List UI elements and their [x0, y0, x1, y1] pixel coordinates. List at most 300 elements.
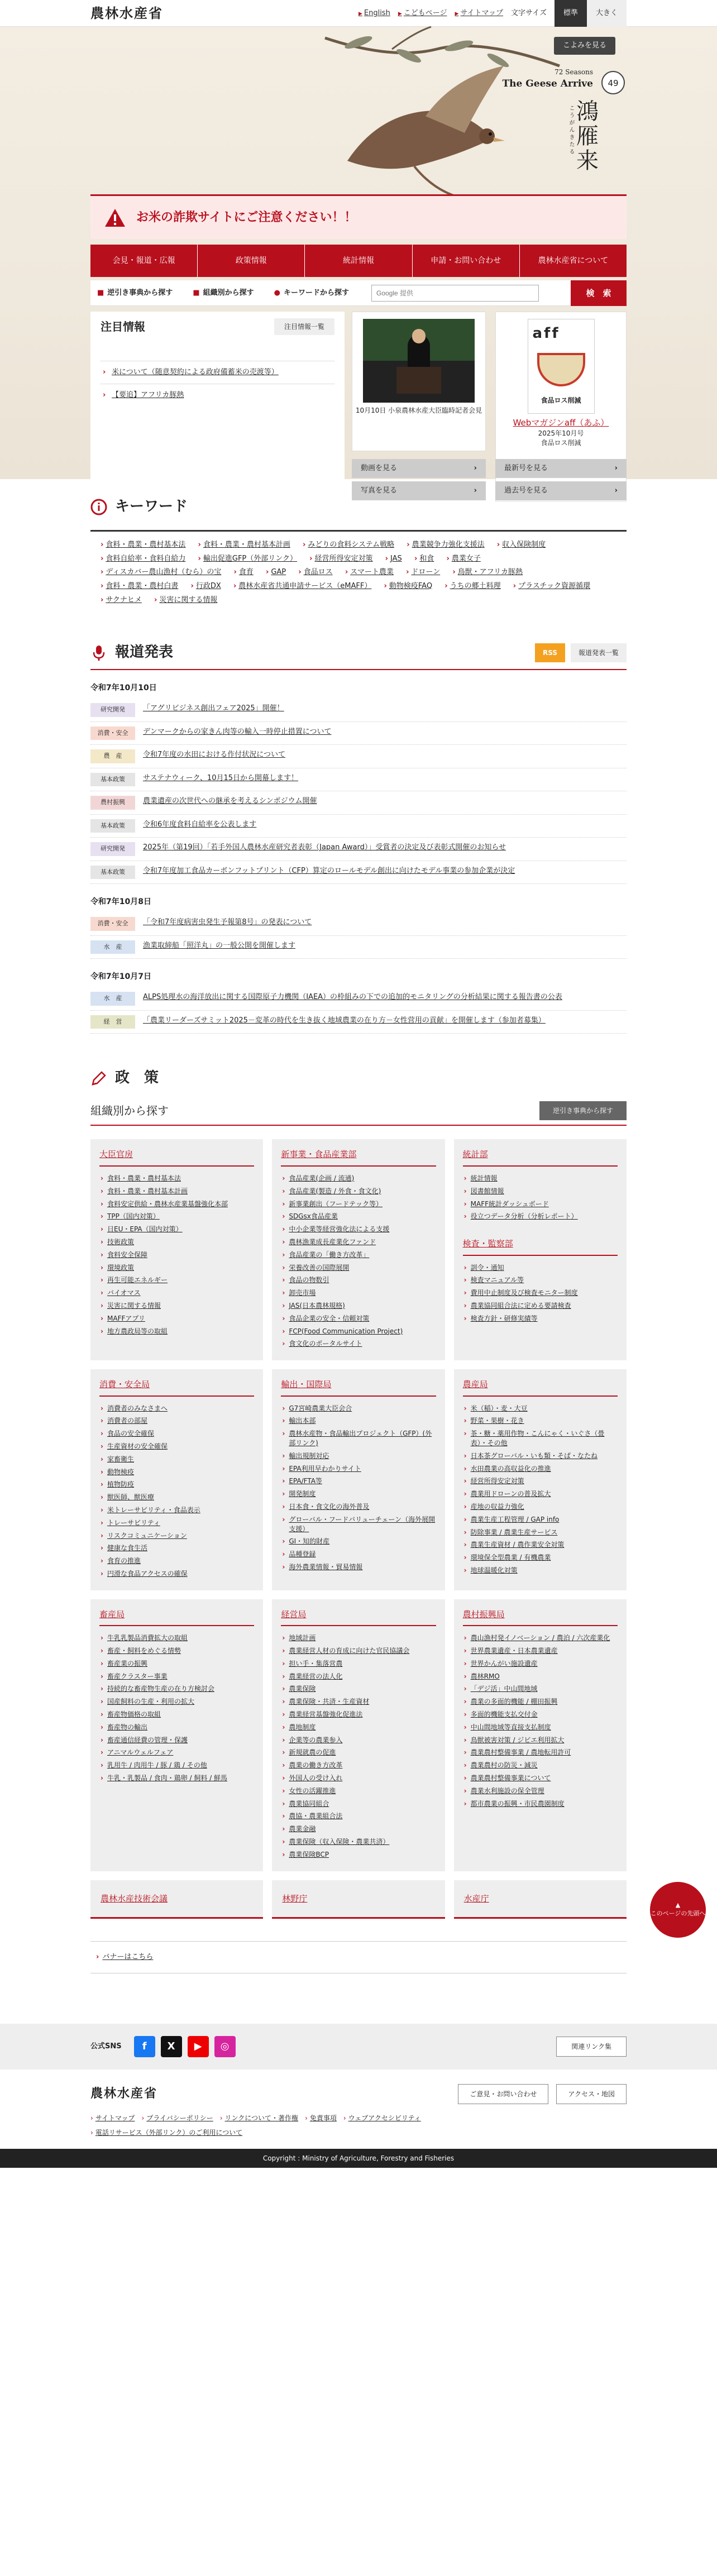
press-link[interactable]: 令和7年度の水田における作付状況について: [143, 751, 286, 759]
policy-card-title[interactable]: 畜産局: [99, 1608, 254, 1627]
keyword-link[interactable]: › 収入保険制度: [497, 541, 546, 549]
policy-item-link[interactable]: 食品産業の「働き方改革」: [289, 1250, 370, 1259]
policy-item-link[interactable]: 農業の働き方改革: [289, 1761, 343, 1770]
policy-item-link[interactable]: 農業保険: [289, 1685, 316, 1693]
policy-item: [99, 1632, 254, 1645]
press-row: [90, 912, 627, 936]
policy-item-link[interactable]: グローバル・フードバリューチェーン（海外展開支援）: [289, 1515, 436, 1533]
policy-card-title[interactable]: 農産局: [463, 1378, 618, 1397]
policy-item: [99, 1657, 254, 1670]
policy-item-link[interactable]: 持続的な畜産物生産の在り方検討会: [107, 1685, 215, 1693]
policy-item-link[interactable]: 牛乳乳製品消費拡大の取組: [107, 1634, 188, 1642]
calendar-button[interactable]: こよみを見る: [554, 37, 615, 55]
policy-item-link[interactable]: 技術政策: [107, 1237, 135, 1246]
policy-item-link[interactable]: 農業農村の防災・減災: [470, 1761, 538, 1770]
policy-item-link[interactable]: リスクコミュニケーション: [107, 1531, 187, 1540]
policy-item: [463, 1287, 618, 1299]
press-link[interactable]: 農業遺産の次世代への継承を考えるシンポジウム開催: [143, 797, 317, 806]
footer-link[interactable]: › 免責事項: [305, 2113, 337, 2123]
policy-item-link[interactable]: 畜産業の振興: [107, 1659, 148, 1667]
english-link[interactable]: [358, 8, 390, 19]
policy-item-link[interactable]: 健康な食生活: [107, 1544, 148, 1552]
policy-item-link[interactable]: 輸出本部: [289, 1417, 316, 1425]
footer-link[interactable]: › ウェブアクセシビリティ: [343, 2113, 421, 2123]
policy-item: [463, 1798, 618, 1810]
policy-item: [463, 1488, 618, 1500]
policy-item-link[interactable]: 動物検疫: [107, 1468, 135, 1476]
video-caption: 10月10日 小泉農林水産大臣臨時記者会見: [355, 407, 482, 414]
policy-item-link[interactable]: 外国人の受け入れ: [289, 1774, 343, 1782]
policy-item-link[interactable]: 再生可能エネルギー: [107, 1276, 168, 1284]
policy-item-link[interactable]: 海外農業情報・貿易情報: [289, 1562, 363, 1571]
keyword-link[interactable]: › うちの郷土料理: [444, 582, 500, 590]
policy-item-link[interactable]: 中山間地域等直接支払制度: [470, 1723, 551, 1731]
policy-item-link[interactable]: 農林RMO: [470, 1672, 500, 1680]
policy-card-title[interactable]: 消費・安全局: [99, 1378, 254, 1397]
policy-item-link[interactable]: 農業協同組合法に定める要請検査: [470, 1302, 571, 1310]
press-link[interactable]: 「令和7年度病害虫発生予報第8号」の発表について: [143, 918, 312, 927]
policy-item-link[interactable]: 野菜・果樹・花き: [470, 1417, 524, 1425]
policy-item-link[interactable]: 中小企業等経営強化法による支援: [289, 1225, 390, 1234]
policy-item-link[interactable]: 環境保全型農業 / 有機農業: [470, 1554, 551, 1562]
policy-item-link[interactable]: 農業農村整備事業について: [470, 1774, 551, 1782]
policy-item: [99, 1555, 254, 1567]
press-date: 令和7年10月10日: [90, 684, 157, 693]
press-link[interactable]: 「農業リーダーズサミット2025－変革の時代を生き抜く地域農業の在り方－女性营用の貢献」を開催します（参加者募集）: [143, 1016, 546, 1025]
category-tag: 農 産: [90, 749, 135, 763]
policy-item-link[interactable]: 担い手・集落営農: [289, 1659, 343, 1667]
press-title: 報道発表: [115, 644, 174, 661]
policy-item-link[interactable]: 都市農業の振興・市民農園制度: [470, 1799, 565, 1808]
policy-item-link[interactable]: 農地制度: [289, 1723, 316, 1731]
policy-item: [463, 1772, 618, 1785]
policy-item: [99, 1325, 254, 1338]
policy-item-link[interactable]: 農業協同組合: [289, 1799, 329, 1808]
policy-item-link[interactable]: 農林漁業成長産業化ファンド: [289, 1237, 376, 1246]
policy-item-link[interactable]: 乳用牛 / 肉用牛 / 豚 / 鶏 / その他: [107, 1761, 207, 1770]
policy-item-link[interactable]: 食品企業の安全・信頼対策: [289, 1314, 370, 1322]
keyword-link[interactable]: › GAP: [266, 568, 286, 576]
press-link[interactable]: 漁業取締船「照洋丸」の一般公開を開催します: [143, 941, 296, 950]
keyword-link[interactable]: › 農林水産省共通申請サービス（eMAFF）: [233, 582, 371, 590]
policy-item-link[interactable]: 円滑な食品アクセスの確保: [107, 1569, 188, 1578]
policy-item-link[interactable]: 役立つデータ分析（分析レポート）: [470, 1212, 578, 1221]
policy-item-link[interactable]: TPP（国内対策）: [107, 1212, 160, 1221]
site-search-input[interactable]: [371, 285, 539, 302]
policy-item-link[interactable]: 企業等の農業参入: [289, 1736, 343, 1744]
policy-item-link[interactable]: トレーサビリティ: [107, 1518, 160, 1527]
scam-alert-banner[interactable]: [90, 194, 627, 239]
reverse-dictionary-button[interactable]: 逆引き事典から探す: [539, 1101, 627, 1120]
policy-item-link[interactable]: JAS(日本農林規格): [289, 1301, 345, 1309]
search-by-org[interactable]: [193, 288, 254, 299]
nav-application[interactable]: 申請・お問い合わせ: [413, 245, 520, 277]
related-links-button[interactable]: 関連リンク集: [556, 2037, 627, 2057]
nav-statistics[interactable]: 統計情報: [305, 245, 412, 277]
page-top-button[interactable]: [650, 1882, 706, 1938]
keyword-link[interactable]: › 輸出促進GFP（外部リンク）: [198, 555, 298, 563]
policy-item-link[interactable]: 地球温暖化対策: [470, 1566, 518, 1574]
policy-item: [281, 1836, 436, 1848]
footer-logo[interactable]: 農林水産省: [90, 2086, 158, 2101]
policy-item-link[interactable]: 新規就農の促進: [289, 1748, 336, 1757]
season-english: [503, 67, 593, 92]
policy-item-link[interactable]: 地方農政局等の取組: [107, 1327, 168, 1335]
policy-card: [90, 1139, 263, 1360]
policy-item-link[interactable]: 女性の活躍推進: [289, 1786, 336, 1795]
policy-item-link[interactable]: FCP(Food Communication Project): [289, 1327, 403, 1335]
global-nav: [90, 245, 627, 277]
footer-link[interactable]: › リンクについて・著作権: [220, 2113, 298, 2123]
keyword-link[interactable]: › 行政DX: [191, 582, 221, 590]
policy-item-link[interactable]: MAFFアプリ: [107, 1314, 145, 1322]
footer-link[interactable]: › プライバシーポリシー: [142, 2113, 213, 2123]
policy-item: [281, 1223, 436, 1236]
policy-item: [99, 1466, 254, 1479]
footer-links-2: [90, 2128, 627, 2138]
search-button[interactable]: 検 索: [571, 280, 627, 306]
keyword-link[interactable]: › 食料・農業・農村白書: [101, 582, 178, 590]
policy-item-link[interactable]: 農業生産資材 / 農作業安全対策: [470, 1541, 565, 1549]
policy-item-link[interactable]: 農業の多面的機能 / 棚田振興: [470, 1698, 558, 1706]
keyword-link[interactable]: › プラスチック資源循環: [513, 582, 590, 590]
view-photo-label: 写真を見る: [361, 486, 398, 495]
facebook-icon[interactable]: f: [134, 2036, 155, 2057]
policy-item-link[interactable]: 茶・糖・薬用作物・こんにゃく・いぐさ（畳表）・その他: [470, 1430, 605, 1447]
policy-item-link[interactable]: 植物防疫: [107, 1480, 135, 1489]
policy-item-link[interactable]: 食品の物数引: [289, 1276, 329, 1284]
policy-item-link[interactable]: 産地の収益力強化: [470, 1502, 524, 1511]
font-large-button[interactable]: 大きく: [587, 0, 627, 27]
policy-item-link[interactable]: 食料安定供給・農林水産業基盤強化本部: [107, 1199, 228, 1208]
keyword-link[interactable]: › JAS: [385, 555, 402, 563]
policy-item-link[interactable]: 世界農業遺産・日本農業遺産: [470, 1647, 558, 1655]
policy-item-link[interactable]: 農業経営人材の育成に向けた官民協議会: [289, 1647, 410, 1655]
policy-item-link[interactable]: 災害に関する情報: [107, 1301, 161, 1309]
policy-item-link[interactable]: 輸出規制対応: [289, 1451, 329, 1460]
keyword-section: [90, 479, 627, 614]
policy-item-link[interactable]: 畜産クラスター事業: [107, 1672, 168, 1680]
policy-item: [99, 1708, 254, 1721]
policy-item-link[interactable]: 消費者の部屋: [107, 1417, 148, 1425]
policy-item-link[interactable]: 食料・農業・農村基本法: [107, 1174, 181, 1182]
policy-item-link[interactable]: G7宮崎農業大臣会合: [289, 1404, 352, 1412]
nav-policy[interactable]: 政策情報: [198, 245, 305, 277]
policy-item: [281, 1721, 436, 1734]
x-icon[interactable]: X: [161, 2036, 182, 2057]
policy-item-link[interactable]: 農業金融: [289, 1825, 316, 1833]
policy-item-link[interactable]: 「デジ活」中山間地域: [470, 1685, 538, 1693]
press-link[interactable]: 2025年（第19回）「若手外国人農林水産研究者表彰（Japan Award）」受賞者の決定及び表彰式開催のお知らせ: [143, 843, 506, 852]
notice-item-link[interactable]: 【要追】アフリカ豚熱: [112, 390, 184, 399]
policy-item-link[interactable]: 栄養改善の国際展開: [289, 1263, 350, 1272]
policy-item-link[interactable]: 畜産物価格の取組: [107, 1710, 161, 1719]
notice-item[interactable]: [101, 384, 334, 407]
policy-item-link[interactable]: 鳥獣被害対策 / ジビエ利用拡大: [470, 1736, 565, 1744]
policy-item: [463, 1538, 618, 1551]
watch-video-button[interactable]: [352, 459, 486, 478]
policy-item: [463, 1450, 618, 1463]
policy-card: [272, 1369, 444, 1590]
contact-button[interactable]: ご意見・お問い合わせ: [458, 2084, 548, 2104]
policy-item-link[interactable]: 日EU・EPA（国内対策）: [107, 1225, 183, 1234]
policy-item: [281, 1848, 436, 1861]
rss-button[interactable]: RSS: [535, 643, 565, 662]
policy-item-link[interactable]: 食料安全保障: [107, 1250, 148, 1259]
press-list: [90, 682, 627, 1034]
keyword-link[interactable]: › 食料・農業・農村基本法: [101, 541, 185, 549]
policy-section: [90, 1034, 627, 1973]
policy-item: [281, 1746, 436, 1759]
agency-tech-council[interactable]: 農林水産技術会議: [90, 1880, 263, 1919]
policy-card-title[interactable]: 大臣官房: [99, 1148, 254, 1167]
footer-link[interactable]: › 電話リサービス（外部リンク）のご利用について: [90, 2128, 242, 2138]
policy-item-link[interactable]: 食品産業(製造 / 外食・食文化): [289, 1187, 381, 1195]
nav-about[interactable]: 農林水産省について: [520, 245, 627, 277]
keyword-link[interactable]: › 鳥獣・アフリカ豚熱: [452, 568, 523, 576]
notice-item-link[interactable]: 米について（随意契約による政府備蓄米の売渡等）: [112, 368, 279, 376]
policy-item: [281, 1488, 436, 1500]
policy-item-link[interactable]: 食品産業(企画 / 流通): [289, 1174, 355, 1182]
category-tag: 基本政策: [90, 773, 135, 787]
policy-card-title[interactable]: 検査・監察部: [463, 1237, 618, 1256]
policy-item-link[interactable]: 検査マニュアル等: [470, 1276, 524, 1284]
chevron-right-icon: ›: [474, 486, 477, 495]
policy-item: [99, 1772, 254, 1785]
site-logo[interactable]: 農林水産省: [90, 5, 163, 21]
policy-item-link[interactable]: 経営所得安定対策: [470, 1477, 524, 1485]
policy-item-link[interactable]: 品種登録: [289, 1550, 316, 1559]
policy-item-link[interactable]: 環境政策: [107, 1263, 135, 1272]
policy-card-title[interactable]: 輸出・国際局: [281, 1378, 436, 1397]
press-link[interactable]: サステナウィーク、10月15日から開幕します！: [143, 773, 299, 782]
policy-item-link[interactable]: 新事業創出（フードテック等）: [289, 1199, 383, 1208]
policy-item-link[interactable]: EPA/FTA等: [289, 1477, 322, 1485]
policy-item-link[interactable]: バイオマス: [107, 1289, 141, 1297]
policy-item-link[interactable]: 国産飼料の生産・利用の拡大: [107, 1698, 195, 1706]
policy-item: [463, 1299, 618, 1312]
keyword-link[interactable]: › サクナヒメ: [101, 596, 142, 604]
policy-item-link[interactable]: 費用中止制度及び検査モニター制度: [470, 1289, 578, 1297]
font-standard-button[interactable]: 標準: [555, 0, 587, 27]
press-row: [90, 1011, 627, 1034]
policy-item-link[interactable]: 日本食・食文化の海外普及: [289, 1502, 370, 1511]
press-link[interactable]: ALPS処理水の海洋放出に関する国際原子力機関（IAEA）の枠組みの下での追加的モニタリングの分析結果に関する報告書の公表: [143, 993, 562, 1002]
policy-card: [90, 1599, 263, 1871]
search-by-org-label: 組織別から探す: [203, 288, 254, 297]
policy-item-link[interactable]: 畜産通信経費の管理・保護: [107, 1736, 188, 1744]
policy-item-link[interactable]: 食品の安全確保: [107, 1430, 155, 1438]
triangle-icon: ▶: [358, 11, 362, 17]
press-link[interactable]: デンマークからの家きん肉等の輸入一時停止措置について: [143, 727, 332, 736]
category-tag: 水 産: [90, 940, 135, 954]
policy-item: [281, 1785, 436, 1798]
policy-item-link[interactable]: 消費者のみなさまへ: [107, 1404, 168, 1412]
keyword-link[interactable]: › スマート農業: [345, 568, 394, 576]
keyword-link[interactable]: › 食料・農業・農村基本計画: [198, 541, 290, 549]
policy-item: [281, 1185, 436, 1198]
policy-item-link[interactable]: 世界かんがい施設遺産: [470, 1659, 538, 1667]
policy-item-link[interactable]: 生産資材の安全確保: [107, 1442, 168, 1450]
policy-item-link[interactable]: 農協・農業組合法: [289, 1812, 343, 1820]
banner-link[interactable]: バナーはこちら: [102, 1953, 154, 1962]
latest-issue-button[interactable]: [495, 459, 627, 478]
agency-fisheries[interactable]: 水産庁: [454, 1880, 627, 1919]
policy-card: [90, 1369, 263, 1590]
policy-item-link[interactable]: 牛乳・乳製品 / 食肉・鶏卵 / 飼料 / 鮮馬: [107, 1774, 228, 1782]
policy-item: [99, 1287, 254, 1299]
policy-item: [99, 1440, 254, 1453]
policy-item: [463, 1708, 618, 1721]
keyword-link[interactable]: › 動物検疫FAQ: [384, 582, 433, 590]
kids-link[interactable]: [398, 8, 447, 19]
policy-item-link[interactable]: 農業保険・共済・生産資材: [289, 1698, 370, 1706]
policy-item-link[interactable]: 食文化のポータルサイト: [289, 1340, 362, 1348]
policy-item: [281, 1823, 436, 1836]
policy-item-link[interactable]: 開発制度: [289, 1490, 316, 1498]
category-tag: 研究開発: [90, 703, 135, 717]
policy-item: [463, 1463, 618, 1475]
policy-item-link[interactable]: GI・知的財産: [289, 1537, 330, 1546]
search-by-name[interactable]: [97, 288, 173, 299]
press-link[interactable]: 令和7年度加工食品カーボンフットプリント（CFP）算定のロールモデル創出に向けたモデル事業の参加企業が決定: [143, 866, 515, 875]
policy-item: [463, 1759, 618, 1772]
keyword-link[interactable]: › 食料自給率・食料自給力: [101, 555, 185, 563]
keyword-link[interactable]: › ドローン: [406, 568, 440, 576]
policy-card: [454, 1599, 627, 1871]
policy-item-link[interactable]: 農業経営基盤強化促進法: [289, 1710, 363, 1719]
policy-item-link[interactable]: 地域計画: [289, 1634, 316, 1642]
policy-item-link[interactable]: 検査方針・研修実績等: [470, 1314, 538, 1322]
policy-item: [99, 1746, 254, 1759]
policy-item-link[interactable]: 訓令・通知: [470, 1263, 504, 1272]
policy-item-link[interactable]: 米トレーサビリティ・食品表示: [107, 1506, 200, 1514]
press-list-button[interactable]: 報道発表一覧: [571, 643, 627, 662]
keyword-link[interactable]: › 災害に関する情報: [154, 596, 217, 604]
magazine-cover-logo: aff: [532, 325, 560, 342]
policy-item-link[interactable]: 図書館情報: [470, 1187, 504, 1195]
nav-press[interactable]: 会見・報道・広報: [90, 245, 198, 277]
policy-card-title[interactable]: 経営局: [281, 1608, 436, 1627]
policy-item-link[interactable]: 米（稲）・麦・大豆: [470, 1404, 528, 1412]
policy-item: [99, 1299, 254, 1312]
press-link[interactable]: 令和6年度食料自給率を公表します: [143, 820, 257, 829]
press-conference-banner[interactable]: [352, 312, 486, 451]
policy-item-link[interactable]: 農山漁村発イノベーション / 農泊 / 六次産業化: [470, 1634, 610, 1642]
policy-item: [281, 1670, 436, 1683]
policy-item-link[interactable]: 農林水産物・食品輸出プロジェクト（GFP）(外部リンク): [289, 1430, 432, 1447]
agency-row: [90, 1880, 627, 1919]
press-conference-photo: [363, 319, 475, 403]
footer-link[interactable]: › サイトマップ: [90, 2113, 135, 2123]
policy-item-link[interactable]: 食育の推進: [107, 1557, 141, 1565]
keyword-link[interactable]: › 農業女子: [446, 555, 480, 563]
press-row: [90, 768, 627, 792]
policy-card-title[interactable]: 統計部: [463, 1148, 618, 1167]
policy-item-link[interactable]: 卸売市場: [289, 1289, 316, 1297]
policy-item-link[interactable]: 日本茶グローバル・いも類・そば・なたね: [470, 1451, 598, 1460]
policy-card-title[interactable]: 新事業・食品産業部: [281, 1148, 436, 1167]
policy-item-link[interactable]: 獣医師、獣医療: [107, 1493, 155, 1502]
policy-item: [99, 1670, 254, 1683]
policy-item: [281, 1548, 436, 1561]
policy-item-link[interactable]: EPA利用早わかりサイト: [289, 1464, 361, 1473]
policy-item-link[interactable]: MAFF統計ダッシュボード: [470, 1199, 549, 1208]
category-tag: 基本政策: [90, 866, 135, 880]
agency-forestry[interactable]: 林野庁: [272, 1880, 444, 1919]
policy-item-link[interactable]: 農業農村整備事業 / 農地転用許可: [470, 1748, 571, 1757]
keyword-link[interactable]: › ディスカバー農山漁村（むら）の宝: [101, 568, 221, 576]
press-section: [90, 614, 627, 1034]
press-date: 令和7年10月8日: [90, 897, 151, 907]
policy-item-link[interactable]: 家畜衛生: [107, 1455, 135, 1463]
policy-item: [463, 1695, 618, 1708]
policy-item-link[interactable]: 農業水利施設の保全管理: [470, 1786, 544, 1795]
keyword-link[interactable]: › 和食: [414, 555, 434, 563]
notice-list-button[interactable]: 注目情報一覧: [274, 318, 334, 335]
keyword-link[interactable]: › 食育: [233, 568, 253, 576]
category-tag: 経 営: [90, 1015, 135, 1029]
policy-item-link[interactable]: 畜産物の輸出: [107, 1723, 148, 1731]
past-issue-label: 過去号を見る: [504, 486, 548, 495]
policy-item: [281, 1249, 436, 1261]
policy-item-link[interactable]: 多面的機能支払交付金: [470, 1710, 538, 1719]
policy-item-link[interactable]: 水田農業の高収益化の推進: [470, 1464, 551, 1473]
policy-item: [281, 1402, 436, 1415]
sitemap-link[interactable]: [455, 8, 504, 19]
keyword-link[interactable]: › みどりの食料システム戦略: [303, 541, 394, 549]
youtube-icon[interactable]: ▶: [188, 2036, 209, 2057]
keyword-link[interactable]: › 食品ロス: [298, 568, 332, 576]
magazine-link[interactable]: Webマガジンaff（あふ）: [513, 418, 609, 428]
policy-item: [463, 1513, 618, 1526]
policy-item-link[interactable]: 食料・農業・農村基本計画: [107, 1187, 188, 1195]
policy-item-link[interactable]: 統計情報: [470, 1174, 498, 1182]
policy-card-title[interactable]: 農村振興局: [463, 1608, 618, 1627]
policy-item: [463, 1721, 618, 1734]
policy-item-link[interactable]: 農業生産工程管理 / GAP info: [470, 1515, 560, 1523]
press-row: [90, 745, 627, 768]
chevron-right-icon: ›: [614, 486, 618, 495]
instagram-icon[interactable]: ◎: [214, 2036, 236, 2057]
policy-item-link[interactable]: 防除事業 / 農業生産サービス: [470, 1528, 558, 1536]
policy-item: [463, 1785, 618, 1798]
policy-item-link[interactable]: 農業経営の法人化: [289, 1672, 343, 1680]
magazine-date: 2025年10月号: [538, 429, 584, 437]
policy-item-link[interactable]: 畜産・飼料をめぐる情勢: [107, 1647, 181, 1655]
policy-item: [463, 1402, 618, 1415]
microphone-icon: [90, 644, 107, 661]
policy-item: [281, 1683, 436, 1695]
keyword-link[interactable]: › 農業競争力強化支援法: [407, 541, 484, 549]
policy-item-link[interactable]: 農業保険BCP: [289, 1850, 329, 1858]
press-link[interactable]: 「アグリビジネス創出フェア2025」開催！: [143, 704, 284, 713]
font-size-label: 文字サイズ: [511, 9, 547, 18]
access-button[interactable]: アクセス・地図: [556, 2084, 627, 2104]
policy-item-link[interactable]: アニマルウェルフェア: [107, 1748, 174, 1757]
policy-item-link[interactable]: SDGsx食品産業: [289, 1212, 338, 1221]
policy-item-link[interactable]: 農業用ドローンの普及拡大: [470, 1490, 551, 1498]
policy-item-link[interactable]: 農業保険（収入保険・農業共済）: [289, 1838, 390, 1846]
keyword-link[interactable]: › 経営所得安定対策: [309, 555, 372, 563]
notice-item[interactable]: [101, 361, 334, 384]
category-tag: 水 産: [90, 992, 135, 1006]
policy-item: [281, 1274, 436, 1287]
policy-item: [99, 1427, 254, 1440]
policy-item: [463, 1414, 618, 1427]
policy-item: [463, 1734, 618, 1747]
policy-item: [281, 1463, 436, 1475]
